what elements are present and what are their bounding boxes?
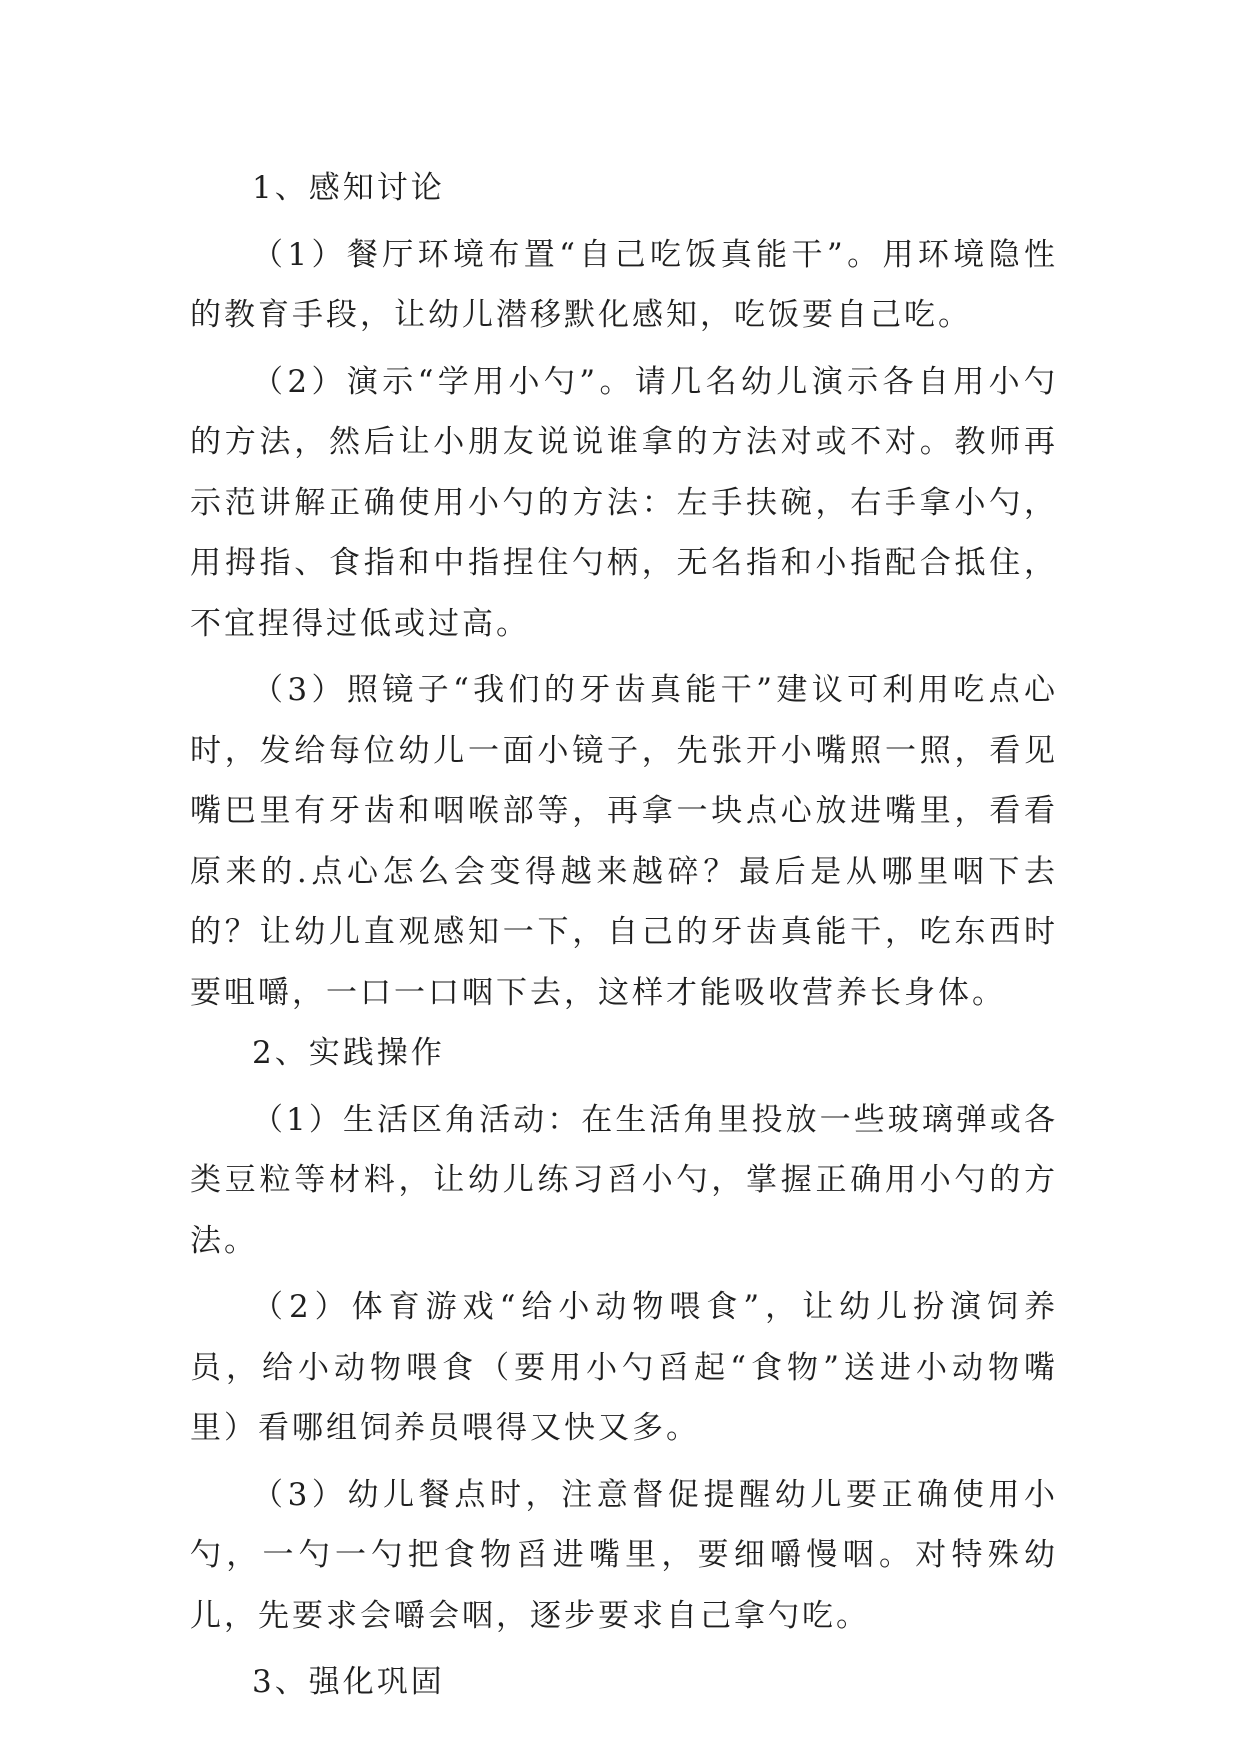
paragraph-1-1: （1）餐厅环境布置“自己吃饭真能干”。用环境隐性的教育手段，让幼儿潜移默化感知，吃饭要自己吃。 [190, 236, 1058, 333]
section-heading-1: 1、感知讨论 [252, 170, 445, 206]
paragraph-2-3: （3）幼儿餐点时，注意督促提醒幼儿要正确使用小勺，一勺一勺把食物舀进嘴里，要细嚼慢咽。对特殊幼儿，先要求会嚼会咽，逐步要求自己拿勺吃。 [190, 1476, 1058, 1634]
paragraph-1-2: （2）演示“学用小勺”。请几名幼儿演示各自用小勺的方法，然后让小朋友说说谁拿的方法对或不对。教师再示范讲解正确使用小勺的方法：左手扶碗，右手拿小勺，用拇指、食指和中指捏住勺柄，无名指和小指配合抵住，不宜捏得过低或过高。 [190, 363, 1058, 642]
section-heading-2: 2、实践操作 [252, 1035, 445, 1071]
document-body [190, 158, 1058, 1713]
paragraph-1-3: （3）照镜子“我们的牙齿真能干”建议可利用吃点心时，发给每位幼儿一面小镜子，先张开小嘴照一照，看见嘴巴里有牙齿和咽喉部等，再拿一块点心放进嘴里，看看原来的.点心怎么会变得越来越碎？最后是从哪里咽下去的？让幼儿直观感知一下，自己的牙齿真能干，吃东西时要咀嚼，一口一口咽下去，这样才能吸收营养长身体。 [190, 672, 1058, 1011]
paragraph-2-1: （1）生活区角活动：在生活角里投放一些玻璃弹或各类豆粒等材料，让幼儿练习舀小勺，掌握正确用小勺的方法。 [190, 1101, 1058, 1259]
section-heading-3: 3、强化巩固 [252, 1664, 445, 1700]
paragraph-2-2: （2）体育游戏“给小动物喂食”，让幼儿扮演饲养员，给小动物喂食（要用小勺舀起“食物”送进小动物嘴里）看哪组饲养员喂得又快又多。 [190, 1289, 1058, 1446]
